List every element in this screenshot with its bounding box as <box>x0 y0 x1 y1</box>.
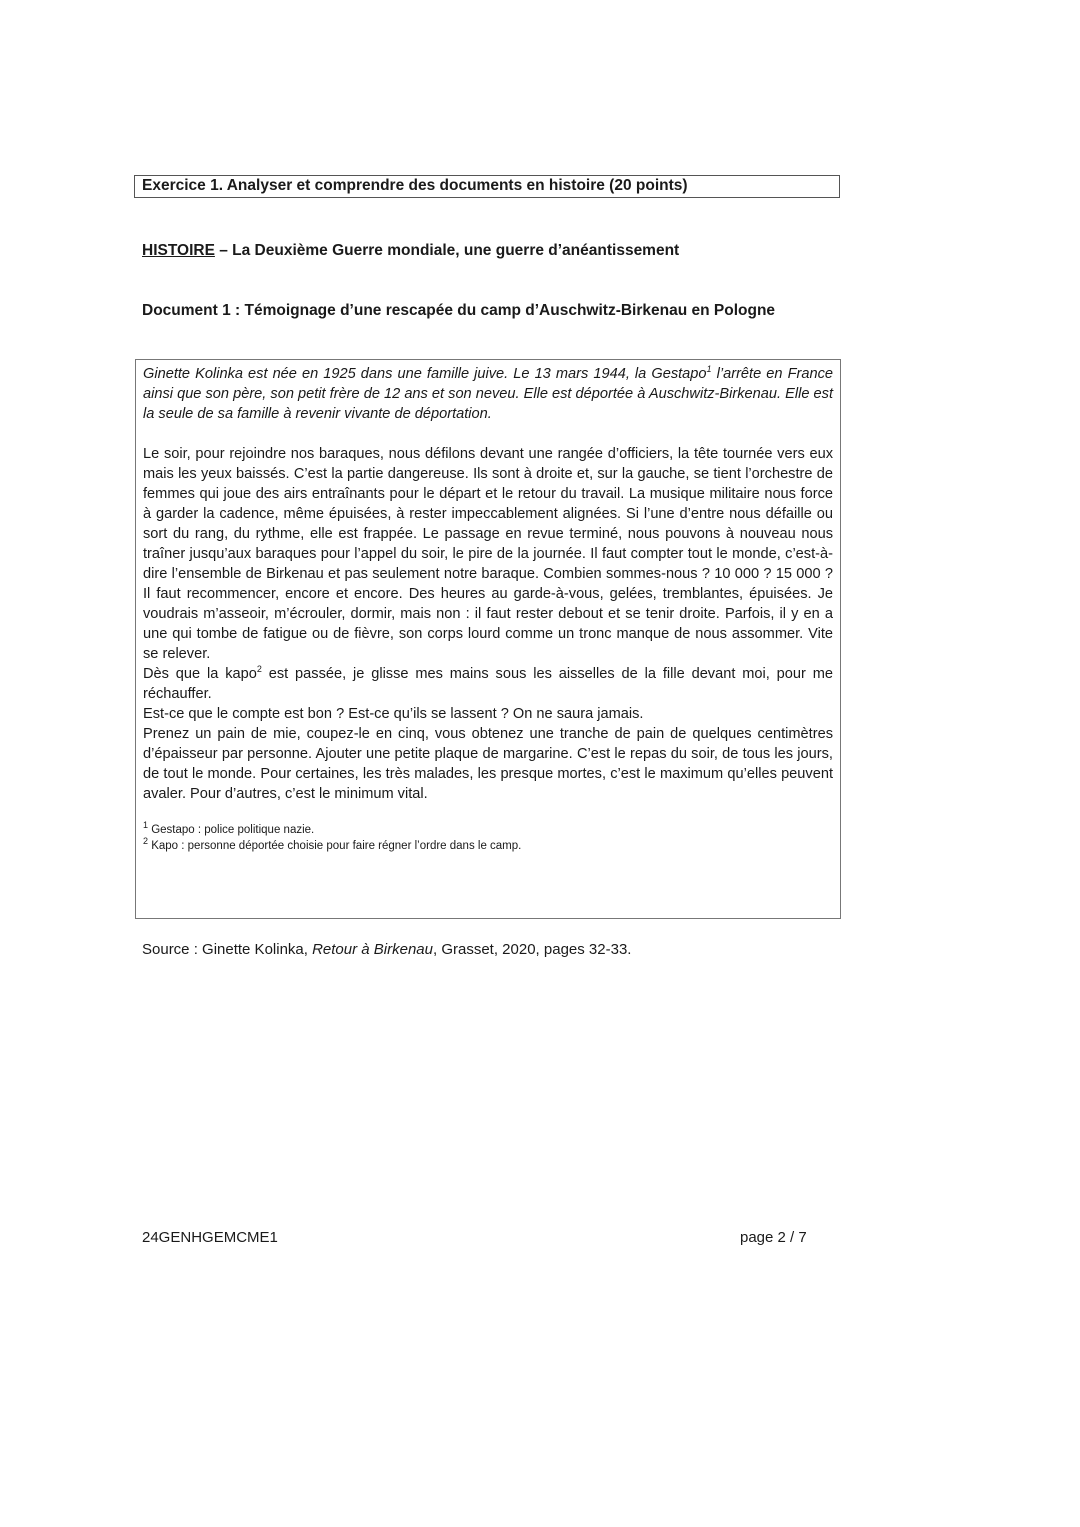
testimony-paragraph-3: Est-ce que le compte est bon ? Est-ce qu’ils se lassent ? On ne saura jamais. <box>143 706 644 722</box>
footer-page-number: page 2 / 7 <box>740 1229 807 1246</box>
document-text-box <box>135 359 841 919</box>
footnote-1 <box>143 822 833 838</box>
section-title: – La Deuxième Guerre mondiale, une guerre d’anéantissement <box>214 242 680 259</box>
footer-exam-code: 24GENHGEMCME1 <box>142 1229 278 1246</box>
footnote-text-1: Gestapo : police politique nazie. <box>148 824 315 836</box>
document-intro <box>143 364 833 424</box>
footnotes <box>143 822 833 854</box>
source-book-title: Retour à Birkenau <box>312 941 433 958</box>
testimony-paragraph-1: Le soir, pour rejoindre nos baraques, nous défilons devant une rangée d’officiers, la tête tournée vers eux mais les yeux baissés. C’est la partie dangereuse. Ils sont à droite et, sur la gauche, se tient l’orchestre de femmes qui joue des airs entraînants pour le départ et le retour du travail. La musique militaire nous force à garder la cadence, même épuisées, à rester impeccablement alignées. Si l’une d’entre nous défaille ou sort du rang, du rythme, elle est frappée. Le passage en revue terminé, nous pouvons à nouveau nous traîner jusqu’aux baraques pour l’appel du soir, le pire de la journée. Il faut compter tout le monde, c’est-à-dire l’ensemble de Birkenau et pas seulement notre baraque. Combien sommes-nous ? 10 000 ? 15 000 ? Il faut recommencer, encore et encore. Des heures au garde-à-vous, gelées, tremblantes, épuisées. Je voudrais m’asseoir, m’écrouler, dormir, mais non : il faut rester debout et se tenir droite. Parfois, il y en a une qui tombe de fatigue ou de fièvre, son corps lourd comme un tronc manque de nous assommer. Vite se relever. <box>143 446 833 662</box>
document-title: Document 1 : Témoignage d’une rescapée du camp d’Auschwitz-Birkenau en Pologne <box>142 302 776 319</box>
testimony-paragraph-4: Prenez un pain de mie, coupez-le en cinq, vous obtenez une tranche de pain de quelques centimètres d’épaisseur par personne. Ajouter une petite plaque de margarine. C’est le repas du soir, de tous les jours, de tout le monde. Pour certaines, les très malades, les presque mortes, c’est le maximum qu’elles peuvent avaler. Pour d’autres, c’est le minimum vital. <box>143 726 833 802</box>
footnote-ref-2: 2 <box>256 664 262 675</box>
footnote-number-2: 2 <box>143 836 149 847</box>
section-heading <box>142 241 679 261</box>
paragraph-2-text-2: est passée, je glisse mes mains sous les aisselles de la fille devant moi, pour me réchauffer. <box>143 666 833 702</box>
exercise-heading-box <box>134 175 840 198</box>
testimony-paragraph-2 <box>143 664 833 704</box>
footnote-ref-1: 1 <box>706 364 712 375</box>
footnote-2 <box>143 838 833 854</box>
source-prefix: Source : Ginette Kolinka, <box>142 941 313 958</box>
intro-text-1: Ginette Kolinka est née en 1925 dans une famille juive. Le 13 mars 1944, la Gestapo <box>143 366 707 382</box>
section-subject: HISTOIRE <box>142 242 215 259</box>
footnote-number-1: 1 <box>143 820 149 831</box>
exercise-title: Exercice 1. Analyser et comprendre des documents en histoire (20 points) <box>142 177 688 194</box>
footnote-text-2: Kapo : personne déportée choisie pour faire régner l’ordre dans le camp. <box>148 840 522 852</box>
intro-text-2: l’arrête en France ainsi que son père, son petit frère de 12 ans et son neveu. Elle est déportée à Auschwitz-Birkenau. Elle est la seule de sa famille à revenir vivante de déportation. <box>143 366 833 422</box>
paragraph-2-text-1: Dès que la kapo <box>143 666 257 682</box>
source-citation <box>142 940 631 960</box>
source-suffix: , Grasset, 2020, pages 32-33. <box>433 941 632 958</box>
